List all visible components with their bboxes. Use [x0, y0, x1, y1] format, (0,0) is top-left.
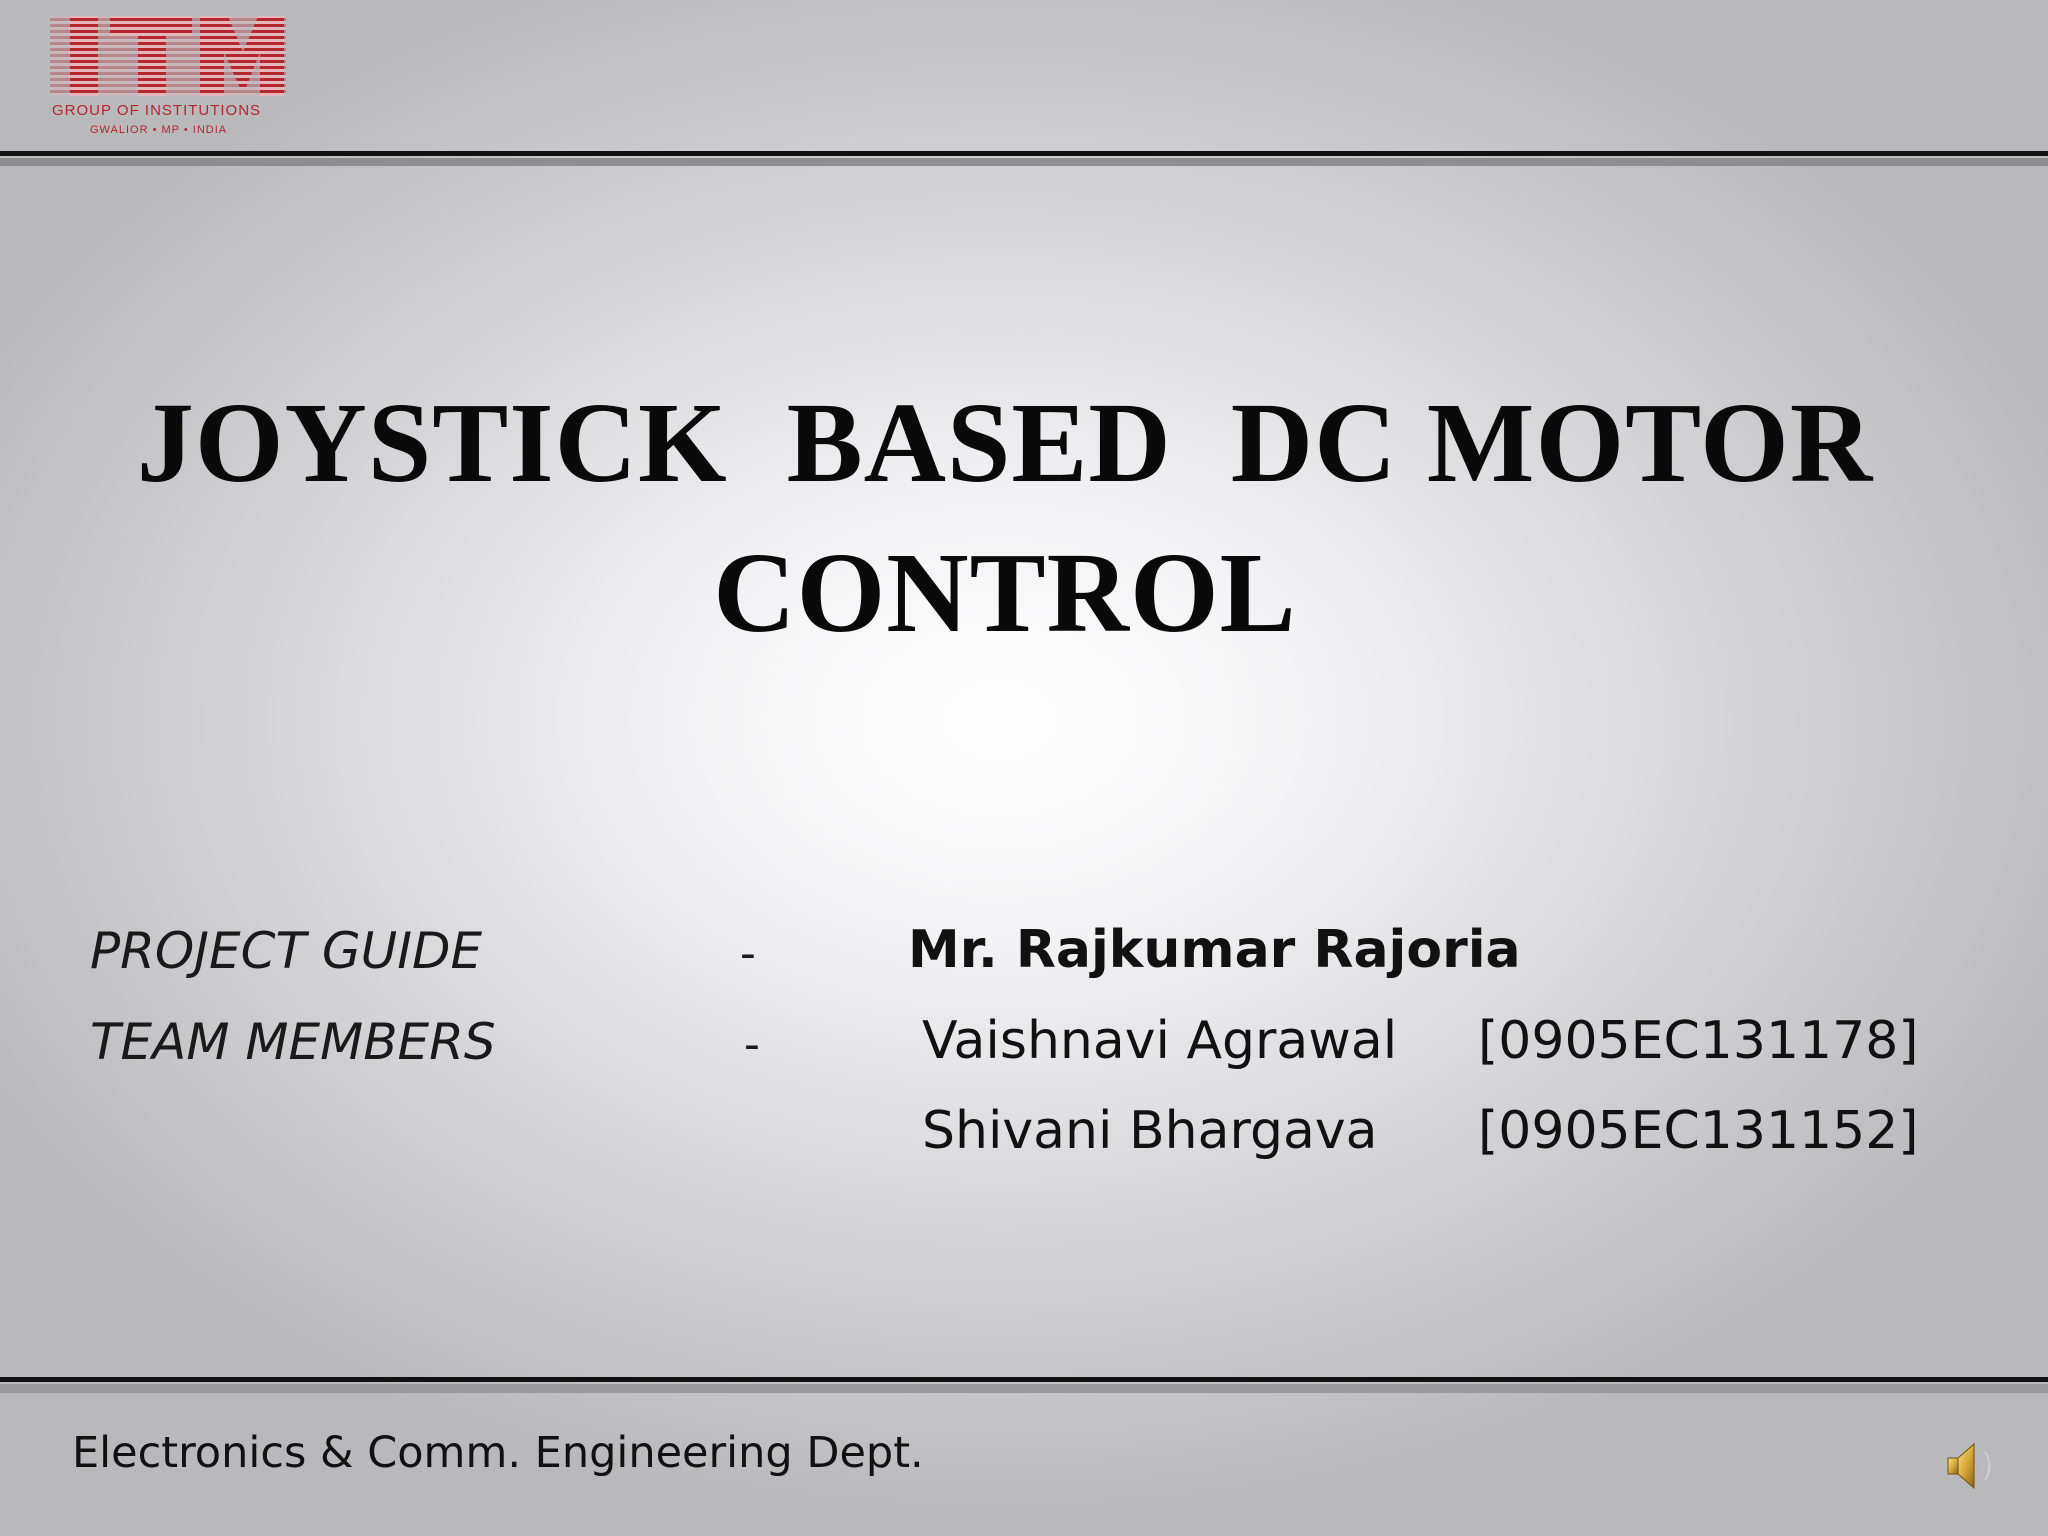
speaker-icon[interactable] — [1942, 1436, 1998, 1496]
team-member-name: Shivani Bhargava — [922, 1101, 1378, 1161]
slide-title-line-2: CONTROL — [713, 529, 1297, 656]
project-guide-label: PROJECT GUIDE — [90, 922, 483, 980]
team-member-name: Vaishnavi Agrawal — [922, 1011, 1398, 1071]
team-member-id: [0905EC131178] — [1478, 1011, 1919, 1071]
team-members-dash: - — [744, 1019, 760, 1070]
header-divider-shadow — [0, 158, 2048, 166]
itm-logo-mark — [50, 12, 286, 102]
department-footer: Electronics & Comm. Engineering Dept. — [72, 1428, 924, 1478]
itm-logo — [50, 12, 286, 142]
team-members-label: TEAM MEMBERS — [90, 1013, 496, 1071]
slide-title-line-1: JOYSTICK BASED DC MOTOR — [136, 379, 1874, 506]
project-guide-name: Mr. Rajkumar Rajoria — [908, 920, 1521, 980]
logo-subtitle: GROUP OF INSTITUTIONS — [52, 102, 262, 119]
footer-divider-shadow — [0, 1384, 2048, 1393]
logo-location: GWALIOR • MP • INDIA — [90, 124, 228, 136]
footer-divider — [0, 1377, 2048, 1382]
header-divider — [0, 151, 2048, 156]
project-guide-dash: - — [740, 928, 756, 979]
team-member-id: [0905EC131152] — [1478, 1101, 1919, 1161]
slide-title — [0, 368, 2010, 668]
